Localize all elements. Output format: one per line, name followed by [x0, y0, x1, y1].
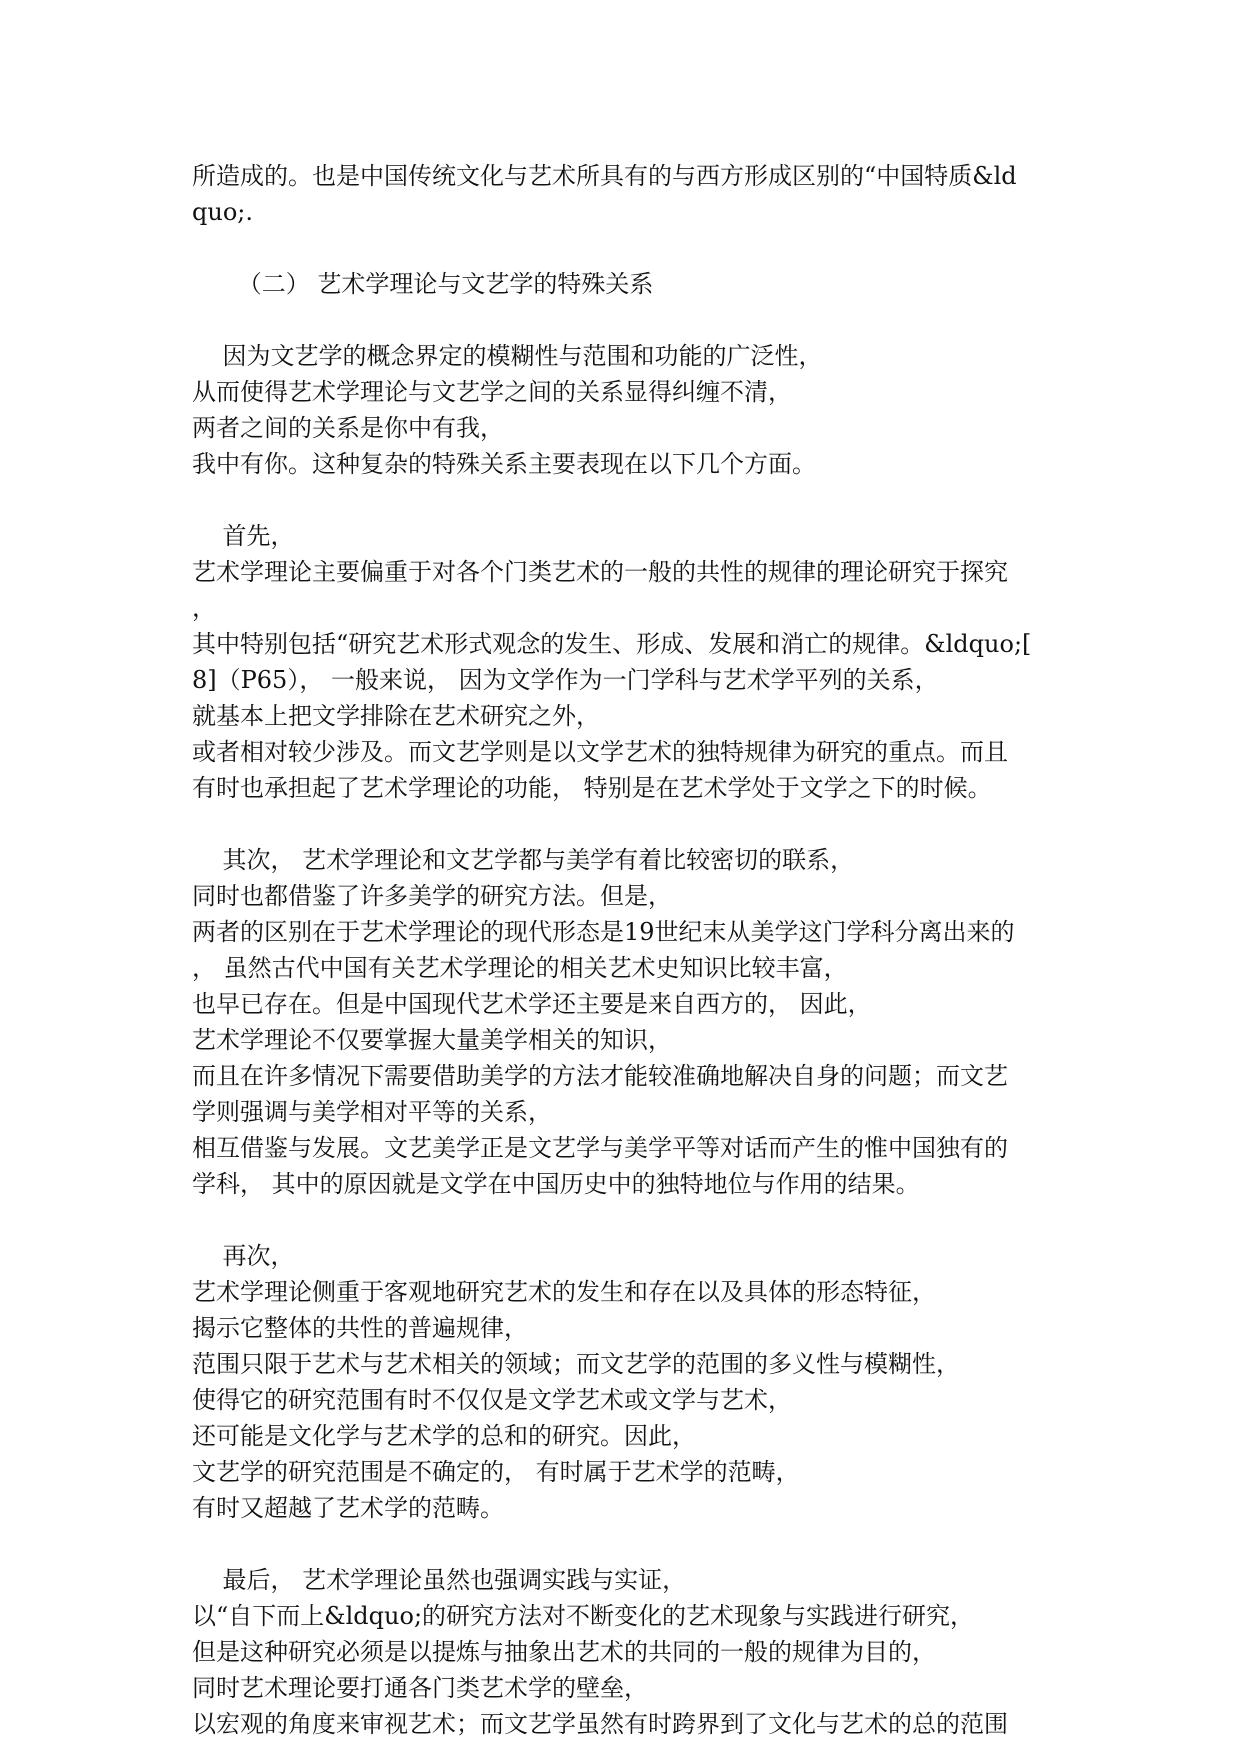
text-line: 我中有你。这种复杂的特殊关系主要表现在以下几个方面。: [192, 450, 816, 478]
text-line: 使得它的研究范围有时不仅仅是文学艺术或文学与艺术，: [192, 1386, 792, 1414]
text-line: quo;.: [192, 198, 253, 226]
text-line: 首先，: [192, 522, 295, 550]
text-line: 最后， 艺术学理论虽然也强调实践与实证，: [192, 1566, 687, 1594]
text-line: 文艺学的研究范围是不确定的， 有时属于艺术学的范畴，: [192, 1458, 800, 1486]
text-line: 揭示它整体的共性的普遍规律，: [192, 1314, 528, 1342]
paragraph: [192, 1562, 1072, 1742]
paragraph: [192, 518, 1072, 806]
text-line: 也早已存在。但是中国现代艺术学还主要是来自西方的， 因此，: [192, 990, 872, 1018]
text-line: 两者之间的关系是你中有我，: [192, 414, 504, 442]
paragraph-gap: [192, 482, 1072, 518]
text-line: ， 虽然古代中国有关艺术学理论的相关艺术史知识比较丰富，: [192, 954, 848, 982]
text-line: 就基本上把文学排除在艺术研究之外，: [192, 702, 600, 730]
text-line: 有时也承担起了艺术学理论的功能， 特别是在艺术学处于文学之下的时候。: [192, 774, 992, 802]
text-line: 其中特别包括“研究艺术形式观念的发生、形成、发展和消亡的规律。&ldquo;[: [192, 630, 1032, 658]
text-line: 学科， 其中的原因就是文学在中国历史中的独特地位与作用的结果。: [192, 1170, 920, 1198]
paragraph: [192, 158, 1072, 230]
text-line: 艺术学理论主要偏重于对各个门类艺术的一般的共性的规律的理论研究于探究: [192, 558, 1008, 586]
text-line: 但是这种研究必须是以提炼与抽象出艺术的共同的一般的规律为目的，: [192, 1638, 936, 1666]
text-line: 同时也都借鉴了许多美学的研究方法。但是，: [192, 882, 672, 910]
paragraph-gap: [192, 230, 1072, 266]
paragraph-gap: [192, 1526, 1072, 1562]
text-line: 其次， 艺术学理论和文艺学都与美学有着比较密切的联系，: [192, 846, 855, 874]
text-line: ，: [192, 594, 216, 622]
section-heading: [192, 266, 1072, 302]
text-line: 或者相对较少涉及。而文艺学则是以文学艺术的独特规律为研究的重点。而且: [192, 738, 1008, 766]
text-line: 因为文艺学的概念界定的模糊性与范围和功能的广泛性，: [192, 342, 823, 370]
paragraph: [192, 842, 1072, 1202]
text-line: 还可能是文化学与艺术学的总和的研究。因此，: [192, 1422, 696, 1450]
document-body: [192, 158, 1072, 1742]
text-line: 两者的区别在于艺术学理论的现代形态是19世纪末从美学这门学科分离出来的: [192, 918, 1015, 946]
text-line: 艺术学理论侧重于客观地研究艺术的发生和存在以及具体的形态特征，: [192, 1278, 936, 1306]
text-line: 有时又超越了艺术学的范畴。: [192, 1494, 504, 1522]
text-line: 8]（P65）， 一般来说， 因为文学作为一门学科与艺术学平列的关系，: [192, 666, 939, 694]
text-line: 学则强调与美学相对平等的关系，: [192, 1098, 552, 1126]
text-line: 而且在许多情况下需要借助美学的方法才能较准确地解决自身的问题；而文艺: [192, 1062, 1008, 1090]
paragraph: [192, 338, 1072, 482]
text-line: 以宏观的角度来审视艺术；而文艺学虽然有时跨界到了文化与艺术的总的范围: [192, 1710, 1008, 1738]
text-line: 从而使得艺术学理论与文艺学之间的关系显得纠缠不清，: [192, 378, 792, 406]
text-line: 艺术学理论不仅要掌握大量美学相关的知识，: [192, 1026, 672, 1054]
paragraph-gap: [192, 806, 1072, 842]
text-line: （二） 艺术学理论与文艺学的特殊关系: [192, 270, 654, 298]
paragraph: [192, 1238, 1072, 1526]
paragraph-gap: [192, 302, 1072, 338]
text-line: 所造成的。也是中国传统文化与艺术所具有的与西方形成区别的“中国特质&ld: [192, 162, 1017, 190]
text-line: 范围只限于艺术与艺术相关的领域；而文艺学的范围的多义性与模糊性，: [192, 1350, 960, 1378]
text-line: 同时艺术理论要打通各门类艺术学的壁垒，: [192, 1674, 648, 1702]
text-line: 以“自下而上&ldquo;的研究方法对不断变化的艺术现象与实践进行研究，: [192, 1602, 975, 1630]
text-line: 相互借鉴与发展。文艺美学正是文艺学与美学平等对话而产生的惟中国独有的: [192, 1134, 1008, 1162]
paragraph-gap: [192, 1202, 1072, 1238]
text-line: 再次，: [192, 1242, 295, 1270]
